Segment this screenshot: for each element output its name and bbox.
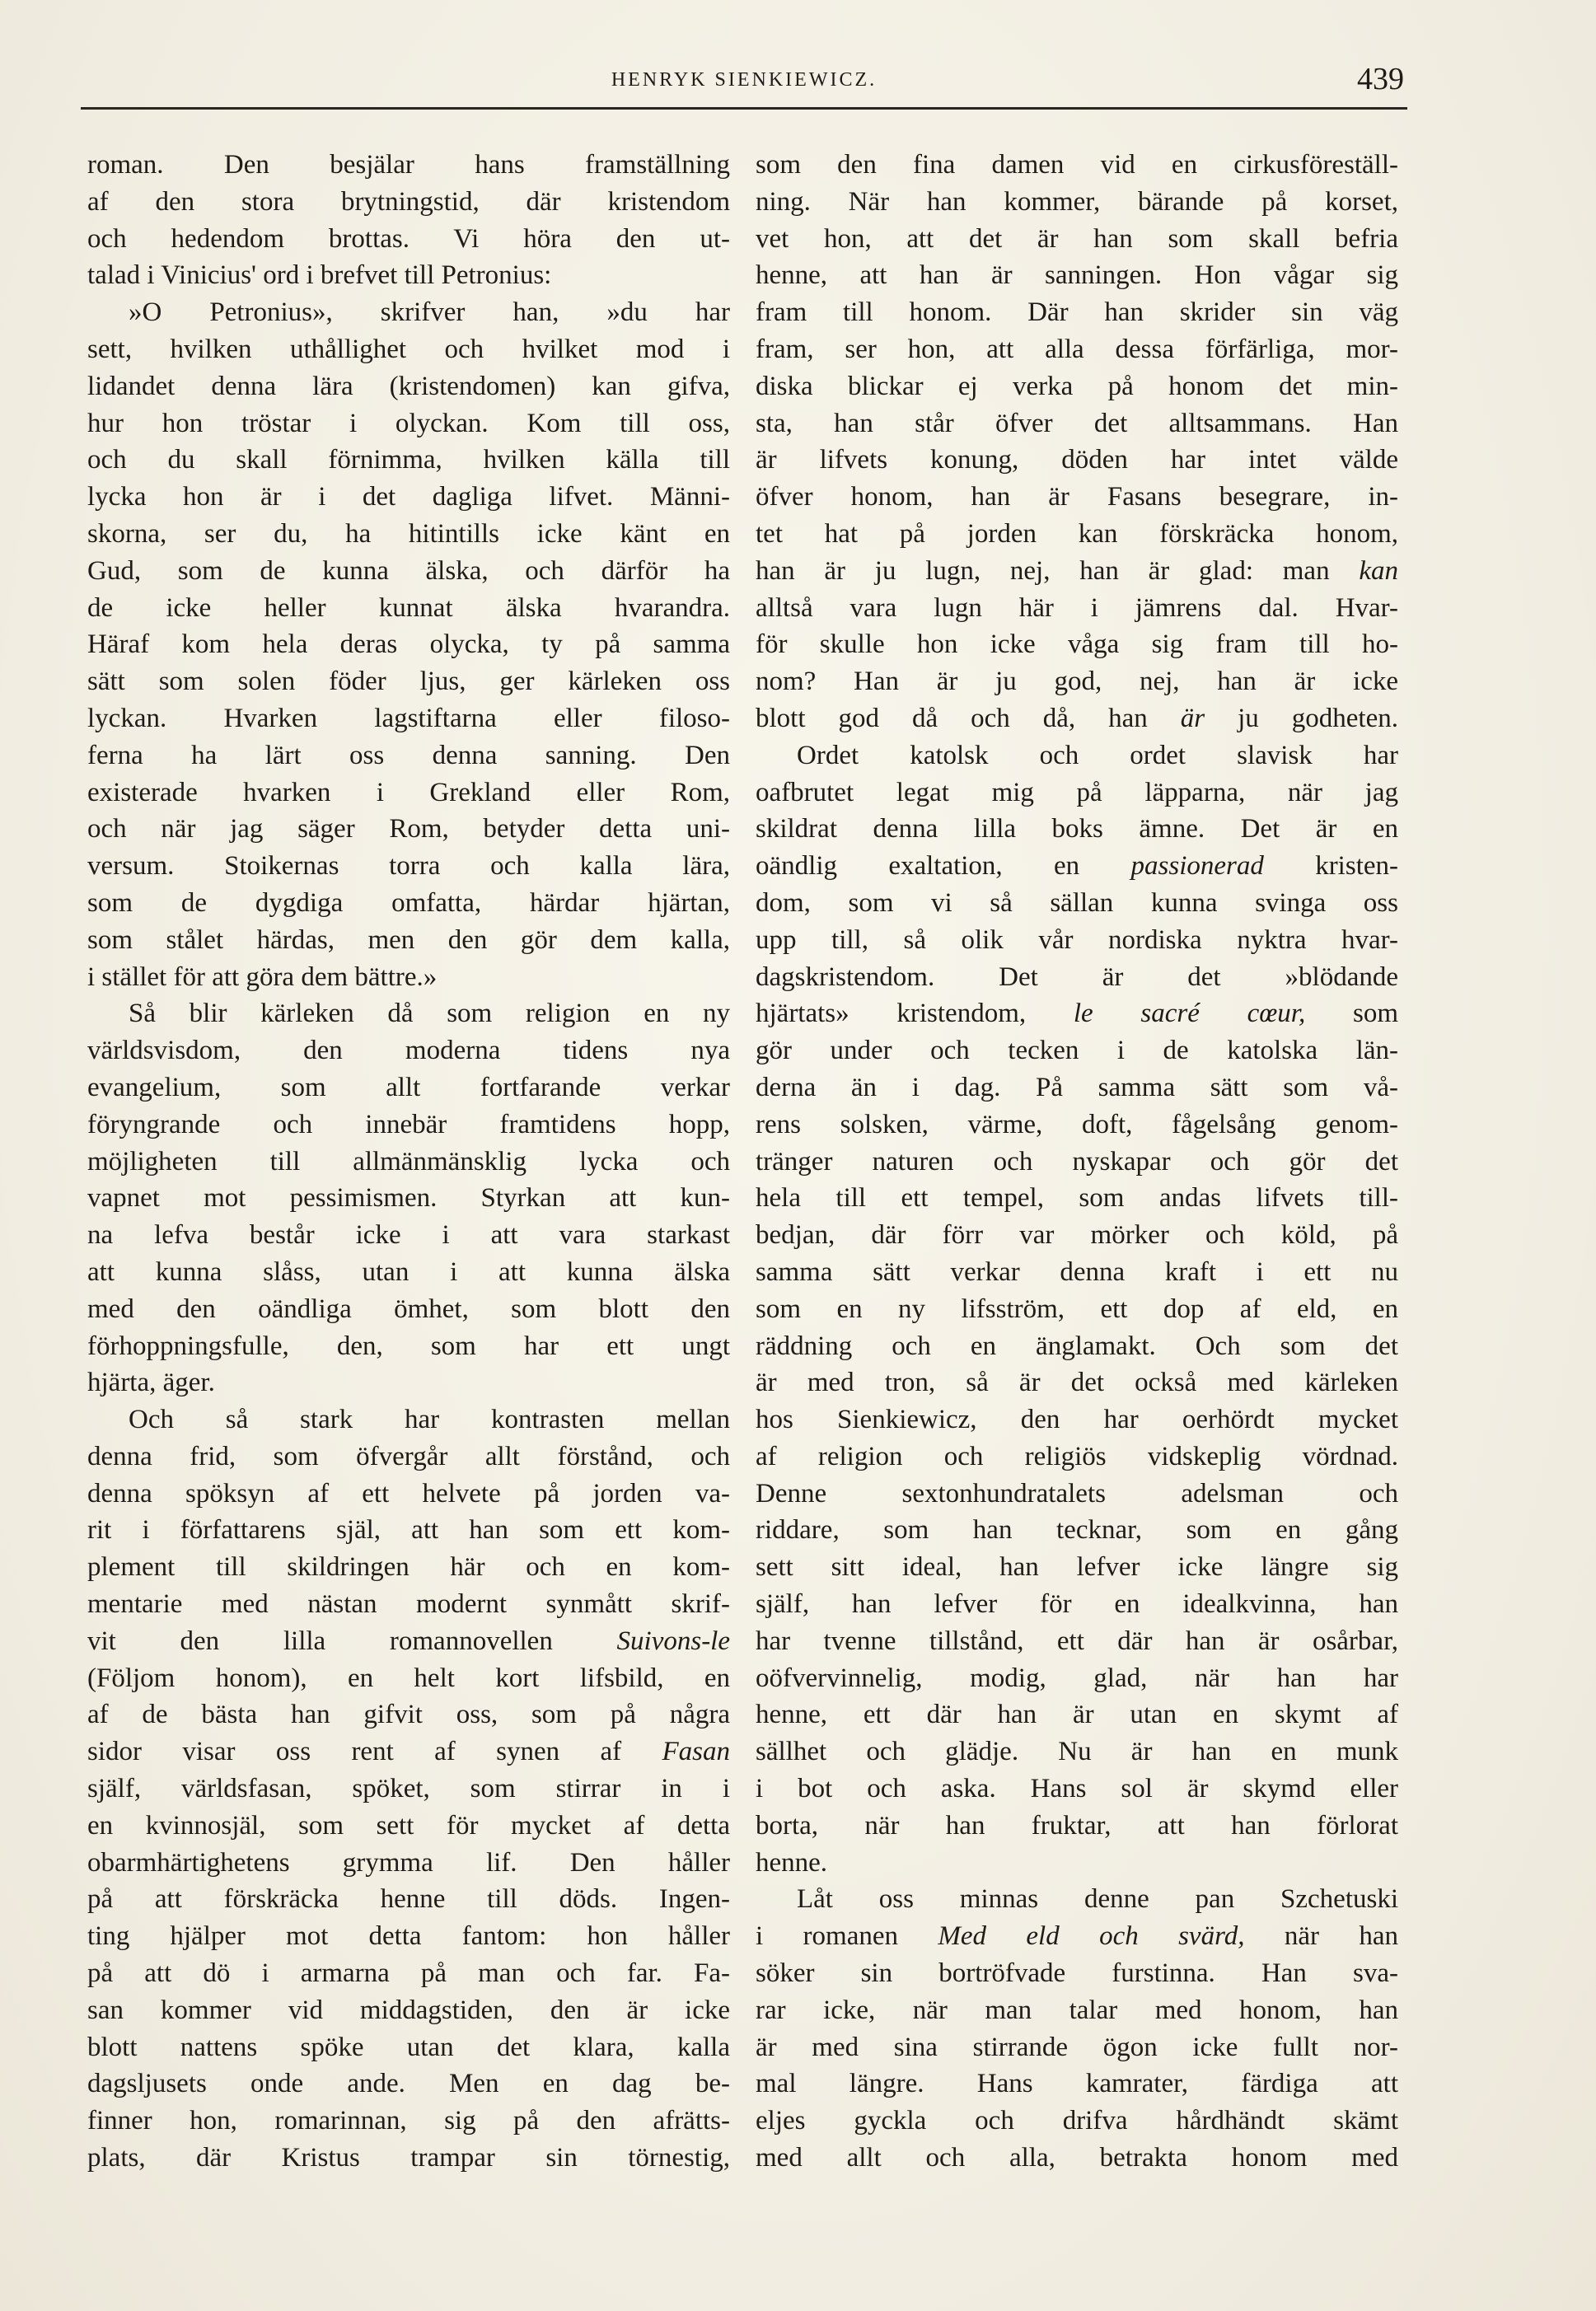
text-line: alltså vara lugn här i jämrens dal. Hvar- — [756, 592, 1398, 623]
text-line: bedjan, där förr var mörker och köld, på — [756, 1220, 1398, 1251]
text-line: oändlig exaltation, en passionerad kristen- — [756, 851, 1398, 882]
italic-title: Med eld och svärd, — [938, 1921, 1245, 1952]
text-line: upp till, så olik vår nordiska nyktra hvar- — [756, 924, 1398, 955]
text-line: oafbrutet legat mig på läpparna, när jag — [756, 777, 1398, 807]
text-line: diska blickar ej verka på honom det min- — [756, 371, 1398, 401]
text-line: har tvenne tillstånd, ett där han är osårbar, — [756, 1626, 1398, 1656]
text-line: och du skall förnimma, hvilken källa till — [87, 445, 730, 475]
text-line: hur hon tröstar i olyckan. Kom till oss, — [87, 408, 730, 438]
text-line: fram, ser hon, att alla dessa förfärliga, mor- — [756, 334, 1398, 364]
text-line: med den oändliga ömhet, som blott den — [87, 1294, 730, 1324]
text-line: denna frid, som öfvergår allt förstånd, och — [87, 1441, 730, 1471]
text-line: som stålet härdas, men den gör dem kalla, — [87, 924, 730, 955]
text-line: plats, där Kristus trampar sin törnestig, — [87, 2143, 730, 2173]
text-line: föryngrande och innebär framtidens hopp, — [87, 1109, 730, 1139]
text-line: Låt oss minnas denne pan Szchetuski — [797, 1884, 1398, 1915]
text-line: riddare, som han tecknar, som en gång — [756, 1515, 1398, 1546]
italic-title: är — [1180, 703, 1205, 733]
text-line: henne, ett där han är utan en skymt af — [756, 1700, 1398, 1730]
text-line: talad i Vinicius' ord i brefvet till Petronius: — [87, 260, 552, 291]
text-line: vit den lilla romannovellen Suivons-le — [87, 1626, 730, 1656]
text-line: Så blir kärleken då som religion en ny — [129, 999, 730, 1029]
text-line: Denne sextonhundratalets adelsman och — [756, 1478, 1398, 1509]
text-line: att kunna slåss, utan i att kunna älska — [87, 1256, 730, 1287]
text-line: de icke heller kunnat älska hvarandra. — [87, 592, 730, 623]
text-line: denna spöksyn af ett helvete på jorden va- — [87, 1478, 730, 1509]
text-line: söker sin bortröfvade furstinna. Han sva- — [756, 1958, 1398, 1989]
text-line: själf, världsfasan, spöket, som stirrar in i — [87, 1774, 730, 1804]
text-line: i bot och aska. Hans sol är skymd eller — [756, 1774, 1398, 1804]
text-line: vet hon, att det är han som skall befria — [756, 223, 1398, 254]
text-line: dom, som vi så sällan kunna svinga oss — [756, 887, 1398, 918]
text-line: sett sitt ideal, han lefver icke längre sig — [756, 1552, 1398, 1583]
text-line: af religion och religiös vidskeplig vördnad. — [756, 1441, 1398, 1471]
text-line: sta, han står öfver det alltsammans. Han — [756, 408, 1398, 438]
text-line: skorna, ser du, ha hitintills icke känt en — [87, 518, 730, 549]
text-line: i romanen Med eld och svärd, när han — [756, 1921, 1398, 1952]
text-line: han är ju lugn, nej, han är glad: man kan — [756, 555, 1398, 586]
left-text-column — [87, 147, 730, 2173]
text-line: med allt och alla, betrakta honom med — [756, 2143, 1398, 2173]
italic-title: le sacré cœur, — [1073, 999, 1306, 1029]
text-line: na lefva består icke i att vara starkast — [87, 1220, 730, 1251]
text-line: hjärta, äger. — [87, 1368, 215, 1398]
text-line: dagsljusets onde ande. Men en dag be- — [87, 2069, 730, 2099]
text-line: på att förskräcka henne till döds. Ingen- — [87, 1884, 730, 1915]
text-line: är lifvets konung, döden har intet välde — [756, 445, 1398, 475]
text-line: dagskristendom. Det är det »blödande — [756, 961, 1398, 992]
text-line: i stället för att göra dem bättre.» — [87, 961, 438, 992]
text-line: Och så stark har kontrasten mellan — [129, 1405, 730, 1435]
text-line: rens solsken, värme, doft, fågelsång genom- — [756, 1109, 1398, 1139]
text-line: lyckan. Hvarken lagstiftarna eller filoso- — [87, 703, 730, 733]
text-line: rar icke, när man talar med honom, han — [756, 1995, 1398, 2025]
text-line: hjärtats» kristendom, le sacré cœur, som — [756, 999, 1398, 1029]
running-title: HENRYK SIENKIEWICZ. — [611, 69, 878, 91]
text-line: är med sina stirrande ögon icke fullt nor- — [756, 2032, 1398, 2062]
right-text-column — [756, 147, 1398, 2173]
italic-title: kan — [1359, 555, 1398, 586]
text-line: samma sätt verkar denna kraft i ett nu — [756, 1256, 1398, 1287]
text-line: räddning och en änglamakt. Och som det — [756, 1331, 1398, 1361]
text-line: på att dö i armarna på man och far. Fa- — [87, 1958, 730, 1989]
text-line: hos Sienkiewicz, den har oerhördt mycket — [756, 1405, 1398, 1435]
text-line: roman. Den besjälar hans framställning — [87, 150, 730, 180]
text-line: skildrat denna lilla boks ämne. Det är en — [756, 814, 1398, 844]
text-line: henne, att han är sanningen. Hon vågar sig — [756, 260, 1398, 291]
italic-title: passionerad — [1130, 851, 1264, 882]
text-line: eljes gyckla och drifva hårdhändt skämt — [756, 2106, 1398, 2136]
italic-title: Suivons-le — [616, 1626, 730, 1656]
text-line: ning. När han kommer, bärande på korset, — [756, 186, 1398, 217]
text-line: henne. — [756, 1847, 828, 1878]
text-line: och hedendom brottas. Vi höra den ut- — [87, 223, 730, 254]
text-line: tet hat på jorden kan förskräcka honom, — [756, 518, 1398, 549]
text-line: borta, när han fruktar, att han förlorat — [756, 1810, 1398, 1841]
text-line: är med tron, så är det också med kärleken — [756, 1368, 1398, 1398]
text-line: Ordet katolsk och ordet slavisk har — [797, 740, 1398, 770]
text-line: blott god då och då, han är ju godheten. — [756, 703, 1398, 733]
text-line: existerade hvarken i Grekland eller Rom, — [87, 777, 730, 807]
text-line: ting hjälper mot detta fantom: hon håller — [87, 1921, 730, 1952]
text-line: för skulle hon icke våga sig fram till ho- — [756, 629, 1398, 660]
text-line: hela till ett tempel, som andas lifvets till- — [756, 1183, 1398, 1214]
text-line: mal längre. Hans kamrater, färdiga att — [756, 2069, 1398, 2099]
text-line: gör under och tecken i de katolska län- — [756, 1036, 1398, 1066]
text-line: som de dygdiga omfatta, härdar hjärtan, — [87, 887, 730, 918]
text-line: Häraf kom hela deras olycka, ty på samma — [87, 629, 730, 660]
text-line: lidandet denna lära (kristendomen) kan gifva, — [87, 371, 730, 401]
text-line: som en ny lifsström, ett dop af eld, en — [756, 1294, 1398, 1324]
text-line: finner hon, romarinnan, sig på den afrätts- — [87, 2106, 730, 2136]
text-line: nom? Han är ju god, nej, han är icke — [756, 667, 1398, 697]
text-line: (Följom honom), en helt kort lifsbild, en — [87, 1663, 730, 1693]
text-line: derna än i dag. På samma sätt som vå- — [756, 1072, 1398, 1102]
text-line: obarmhärtighetens grymma lif. Den håller — [87, 1847, 730, 1878]
text-line: lycka hon är i det dagliga lifvet. Männi- — [87, 482, 730, 512]
text-line: en kvinnosjäl, som sett för mycket af detta — [87, 1810, 730, 1841]
text-line: möjligheten till allmänmänsklig lycka och — [87, 1146, 730, 1177]
text-line: mentarie med nästan modernt synmått skrif- — [87, 1589, 730, 1620]
text-line: Gud, som de kunna älska, och därför ha — [87, 555, 730, 586]
text-line: oöfvervinnelig, modig, glad, när han har — [756, 1663, 1398, 1693]
text-line: fram till honom. Där han skrider sin väg — [756, 297, 1398, 328]
running-header — [81, 58, 1407, 107]
text-line: af den stora brytningstid, där kristendom — [87, 186, 730, 217]
text-line: rit i författarens själ, att han som ett kom- — [87, 1515, 730, 1546]
text-line: själf, han lefver för en idealkvinna, han — [756, 1589, 1398, 1620]
text-line: tränger naturen och nyskapar och gör det — [756, 1146, 1398, 1177]
text-line: sällhet och glädje. Nu är han en munk — [756, 1737, 1398, 1767]
text-line: blott nattens spöke utan det klara, kalla — [87, 2032, 730, 2062]
text-line: och när jag säger Rom, betyder detta uni- — [87, 814, 730, 844]
text-line: som den fina damen vid en cirkusföreställ- — [756, 150, 1398, 180]
page-number: 439 — [1357, 62, 1404, 96]
text-line: sidor visar oss rent af synen af Fasan — [87, 1737, 730, 1767]
text-line: plement till skildringen här och en kom- — [87, 1552, 730, 1583]
header-rule — [81, 107, 1407, 110]
text-line: vapnet mot pessimismen. Styrkan att kun- — [87, 1183, 730, 1214]
text-line: sett, hvilken uthållighet och hvilket mod i — [87, 334, 730, 364]
text-line: öfver honom, han är Fasans besegrare, in- — [756, 482, 1398, 512]
text-line: san kommer vid middagstiden, den är icke — [87, 1995, 730, 2025]
text-line: sätt som solen föder ljus, ger kärleken oss — [87, 667, 730, 697]
text-line: världsvisdom, den moderna tidens nya — [87, 1036, 730, 1066]
text-line: förhoppningsfulle, den, som har ett ungt — [87, 1331, 730, 1361]
text-line: evangelium, som allt fortfarande verkar — [87, 1072, 730, 1102]
text-line: af de bästa han gifvit oss, som på några — [87, 1700, 730, 1730]
italic-title: Fasan — [662, 1737, 730, 1767]
text-line: »O Petronius», skrifver han, »du har — [129, 297, 730, 328]
text-line: ferna ha lärt oss denna sanning. Den — [87, 740, 730, 770]
text-line: versum. Stoikernas torra och kalla lära, — [87, 851, 730, 882]
